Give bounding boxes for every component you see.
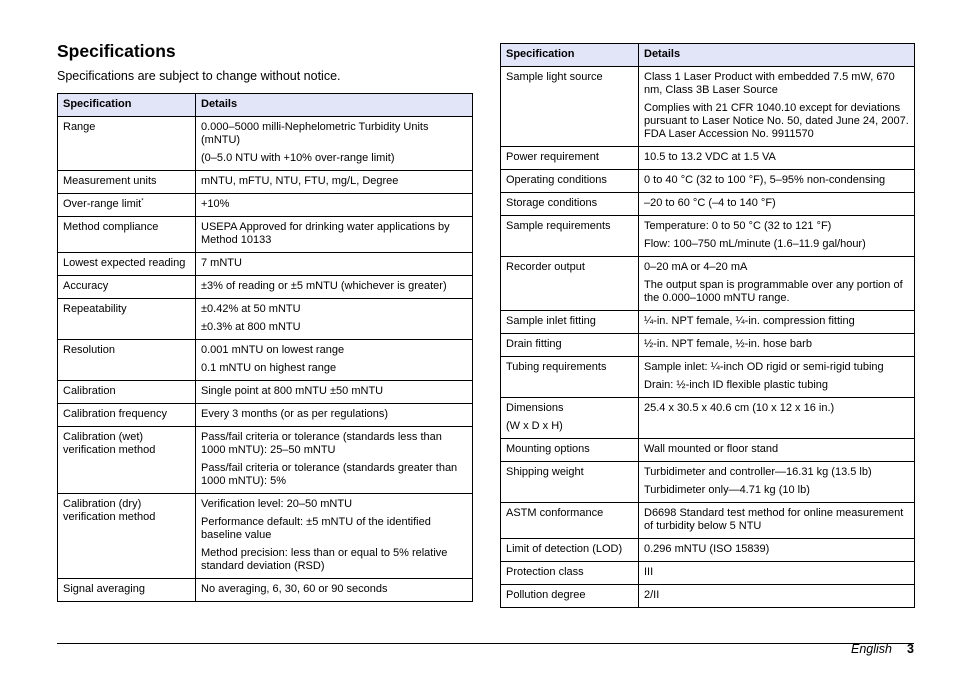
spec-detail-text: Flow: 100–750 mL/minute (1.6–11.9 gal/hour) bbox=[644, 238, 866, 250]
spec-detail-text: III bbox=[644, 566, 654, 578]
table-row bbox=[501, 334, 915, 357]
spec-details-cell bbox=[196, 427, 473, 494]
footnote-mark: * bbox=[141, 198, 144, 205]
spec-name-cell bbox=[58, 494, 196, 579]
intro-text: Specifications are subject to change without notice. bbox=[57, 69, 341, 83]
spec-name-cell bbox=[501, 257, 639, 311]
spec-name: Sample requirements bbox=[506, 220, 611, 232]
table-row bbox=[58, 340, 473, 381]
table-row bbox=[501, 257, 915, 311]
header-details: Details bbox=[639, 44, 915, 67]
spec-detail-text: 0.1 mNTU on highest range bbox=[201, 362, 337, 374]
table-row bbox=[501, 193, 915, 216]
spec-name-cell bbox=[501, 147, 639, 170]
spec-detail-text: USEPA Approved for drinking water applications by Method 10133 bbox=[201, 221, 450, 246]
header-specification: Specification bbox=[58, 94, 196, 117]
spec-detail-text: Turbidimeter only—4.71 kg (10 lb) bbox=[644, 484, 810, 496]
spec-name-cell bbox=[58, 427, 196, 494]
spec-detail-text: ±0.42% at 50 mNTU bbox=[201, 303, 301, 315]
spec-detail-text: 0.000–5000 milli-Nephelometric Turbidity Units (mNTU) bbox=[201, 121, 429, 146]
table-row bbox=[501, 147, 915, 170]
spec-name: Lowest expected reading bbox=[63, 257, 186, 269]
spec-details-cell bbox=[639, 357, 915, 398]
spec-name: Calibration bbox=[63, 385, 116, 397]
table-row bbox=[58, 171, 473, 194]
spec-name-cell bbox=[501, 67, 639, 147]
spec-detail-text: Single point at 800 mNTU ±50 mNTU bbox=[201, 385, 384, 397]
spec-name: Power requirement bbox=[506, 151, 599, 163]
spec-details-cell bbox=[196, 381, 473, 404]
spec-name-cell bbox=[58, 579, 196, 602]
spec-detail-text: ±3% of reading or ±5 mNTU (whichever is greater) bbox=[201, 280, 447, 292]
spec-details-cell bbox=[639, 585, 915, 608]
table-row bbox=[58, 217, 473, 253]
table-row bbox=[58, 276, 473, 299]
spec-name: Resolution bbox=[63, 344, 115, 356]
spec-detail-text: Performance default: ±5 mNTU of the identified baseline value bbox=[201, 516, 431, 541]
spec-name: Storage conditions bbox=[506, 197, 598, 209]
spec-details-cell bbox=[196, 194, 473, 217]
spec-name: Sample inlet fitting bbox=[506, 315, 596, 327]
spec-detail-text: 2/II bbox=[644, 589, 660, 601]
spec-detail-text: The output span is programmable over any portion of the 0.000–1000 mNTU range. bbox=[644, 279, 903, 304]
spec-name-cell bbox=[501, 439, 639, 462]
spec-name: ASTM conformance bbox=[506, 507, 604, 519]
spec-detail-text: Wall mounted or floor stand bbox=[644, 443, 779, 455]
spec-name-cell bbox=[58, 217, 196, 253]
spec-name-cell bbox=[58, 253, 196, 276]
spec-name-cell bbox=[501, 462, 639, 503]
spec-name: Limit of detection (LOD) bbox=[506, 543, 623, 555]
spec-name-cell bbox=[58, 276, 196, 299]
table-row bbox=[58, 194, 473, 217]
spec-details-cell bbox=[639, 462, 915, 503]
spec-name: Protection class bbox=[506, 566, 584, 578]
spec-details-cell bbox=[639, 147, 915, 170]
spec-details-cell bbox=[196, 340, 473, 381]
spec-details-cell bbox=[196, 579, 473, 602]
spec-name: Tubing requirements bbox=[506, 361, 607, 373]
spec-name-cell bbox=[501, 562, 639, 585]
right-table-body bbox=[501, 67, 915, 608]
spec-detail-text: Pass/fail criteria or tolerance (standards less than 1000 mNTU): 25–50 mNTU bbox=[201, 431, 442, 456]
table-row bbox=[501, 67, 915, 147]
spec-name: Calibration (dry) verification method bbox=[63, 498, 156, 523]
spec-name-cell bbox=[58, 381, 196, 404]
spec-detail-text: 25.4 x 30.5 x 40.6 cm (10 x 12 x 16 in.) bbox=[644, 402, 835, 414]
spec-detail-text: Pass/fail criteria or tolerance (standards greater than 1000 mNTU): 5% bbox=[201, 462, 458, 487]
table-row bbox=[501, 311, 915, 334]
spec-name: Repeatability bbox=[63, 303, 127, 315]
spec-detail-text: D6698 Standard test method for online measurement of turbidity below 5 NTU bbox=[644, 507, 904, 532]
spec-detail-text: (0–5.0 NTU with +10% over-range limit) bbox=[201, 152, 395, 164]
spec-detail-text: ½-in. NPT female, ½-in. hose barb bbox=[644, 338, 812, 350]
spec-details-cell bbox=[639, 539, 915, 562]
table-row bbox=[58, 253, 473, 276]
table-header-row bbox=[58, 94, 473, 117]
footer-language: English bbox=[851, 642, 892, 656]
specifications-table-left bbox=[57, 93, 473, 602]
spec-name-cell bbox=[58, 194, 196, 217]
spec-name-cell bbox=[501, 193, 639, 216]
spec-name-cell bbox=[501, 170, 639, 193]
spec-name: Signal averaging bbox=[63, 583, 145, 595]
spec-name-cell bbox=[58, 340, 196, 381]
spec-details-cell bbox=[196, 299, 473, 340]
header-details: Details bbox=[196, 94, 473, 117]
spec-name: Pollution degree bbox=[506, 589, 586, 601]
spec-details-cell bbox=[639, 311, 915, 334]
spec-details-cell bbox=[639, 257, 915, 311]
spec-detail-text: Every 3 months (or as per regulations) bbox=[201, 408, 389, 420]
spec-detail-text: Turbidimeter and controller—16.31 kg (13.5 lb) bbox=[644, 466, 872, 478]
spec-detail-text: Verification level: 20–50 mNTU bbox=[201, 498, 353, 510]
spec-name-cell bbox=[58, 117, 196, 171]
spec-details-cell bbox=[639, 398, 915, 439]
spec-name-cell bbox=[501, 585, 639, 608]
table-row bbox=[58, 579, 473, 602]
spec-details-cell bbox=[639, 170, 915, 193]
spec-details-cell bbox=[639, 562, 915, 585]
spec-details-cell bbox=[639, 216, 915, 257]
spec-detail-text: Temperature: 0 to 50 °C (32 to 121 °F) bbox=[644, 220, 832, 232]
spec-name: Drain fitting bbox=[506, 338, 562, 350]
footer-divider bbox=[57, 643, 914, 644]
spec-name-cell bbox=[501, 216, 639, 257]
spec-detail-text: ¼-in. NPT female, ¼-in. compression fitting bbox=[644, 315, 855, 327]
spec-detail-text: mNTU, mFTU, NTU, FTU, mg/L, Degree bbox=[201, 175, 399, 187]
table-header-row bbox=[501, 44, 915, 67]
spec-detail-text: Method precision: less than or equal to 5% relative standard deviation (RSD) bbox=[201, 547, 448, 572]
spec-name: Calibration frequency bbox=[63, 408, 167, 420]
spec-name: Sample light source bbox=[506, 71, 603, 83]
spec-name-cell bbox=[501, 357, 639, 398]
table-row bbox=[58, 299, 473, 340]
spec-name-extra: (W x D x H) bbox=[506, 420, 563, 432]
table-row bbox=[501, 170, 915, 193]
table-row bbox=[501, 398, 915, 439]
spec-detail-text: Sample inlet: ¼-inch OD rigid or semi-rigid tubing bbox=[644, 361, 884, 373]
spec-name: Calibration (wet) verification method bbox=[63, 431, 156, 456]
spec-name-cell bbox=[58, 299, 196, 340]
spec-details-cell bbox=[196, 253, 473, 276]
spec-name: Recorder output bbox=[506, 261, 585, 273]
spec-details-cell bbox=[639, 439, 915, 462]
spec-name: Accuracy bbox=[63, 280, 109, 292]
table-row bbox=[58, 494, 473, 579]
table-row bbox=[501, 503, 915, 539]
spec-detail-text: 0–20 mA or 4–20 mA bbox=[644, 261, 748, 273]
spec-name: Operating conditions bbox=[506, 174, 607, 186]
spec-details-cell bbox=[196, 276, 473, 299]
spec-name: Range bbox=[63, 121, 96, 133]
spec-name: Shipping weight bbox=[506, 466, 584, 478]
spec-detail-text: Complies with 21 CFR 1040.10 except for deviations pursuant to Laser Notice No. 50, dated June 24, 2007. FDA Laser Accession No. 9911570 bbox=[644, 102, 909, 140]
spec-details-cell bbox=[196, 117, 473, 171]
spec-details-cell bbox=[196, 494, 473, 579]
spec-name-cell bbox=[501, 503, 639, 539]
table-row bbox=[501, 357, 915, 398]
spec-details-cell bbox=[639, 67, 915, 147]
spec-name-cell bbox=[501, 539, 639, 562]
table-row bbox=[501, 562, 915, 585]
spec-name: Method compliance bbox=[63, 221, 159, 233]
spec-name-cell bbox=[58, 171, 196, 194]
spec-name: Over-range limit bbox=[63, 198, 142, 210]
spec-detail-text: 0.296 mNTU (ISO 15839) bbox=[644, 543, 770, 555]
spec-detail-text: +10% bbox=[201, 198, 230, 210]
table-row bbox=[501, 439, 915, 462]
spec-details-cell bbox=[639, 503, 915, 539]
table-row bbox=[58, 381, 473, 404]
spec-detail-text: 7 mNTU bbox=[201, 257, 242, 269]
spec-detail-text: Drain: ½-inch ID flexible plastic tubing bbox=[644, 379, 829, 391]
spec-details-cell bbox=[639, 193, 915, 216]
table-row bbox=[501, 462, 915, 503]
table-row bbox=[58, 404, 473, 427]
left-table-body bbox=[58, 117, 473, 602]
spec-name: Dimensions bbox=[506, 402, 564, 414]
spec-details-cell bbox=[196, 217, 473, 253]
spec-detail-text: Class 1 Laser Product with embedded 7.5 mW, 670 nm, Class 3B Laser Source bbox=[644, 71, 895, 96]
spec-detail-text: –20 to 60 °C (–4 to 140 °F) bbox=[644, 197, 776, 209]
spec-detail-text: 10.5 to 13.2 VDC at 1.5 VA bbox=[644, 151, 776, 163]
table-row bbox=[501, 539, 915, 562]
spec-detail-text: 0 to 40 °C (32 to 100 °F), 5–95% non-condensing bbox=[644, 174, 886, 186]
spec-name-cell bbox=[58, 404, 196, 427]
specifications-table-right bbox=[500, 43, 915, 608]
page-title: Specifications bbox=[57, 41, 176, 61]
spec-name: Mounting options bbox=[506, 443, 590, 455]
spec-name-cell bbox=[501, 398, 639, 439]
spec-details-cell bbox=[196, 171, 473, 194]
spec-details-cell bbox=[639, 334, 915, 357]
spec-name: Measurement units bbox=[63, 175, 157, 187]
table-row bbox=[501, 585, 915, 608]
spec-detail-text: 0.001 mNTU on lowest range bbox=[201, 344, 345, 356]
spec-detail-text: ±0.3% at 800 mNTU bbox=[201, 321, 301, 333]
spec-name-cell bbox=[501, 311, 639, 334]
page-number: 3 bbox=[907, 642, 914, 656]
table-row bbox=[58, 427, 473, 494]
spec-details-cell bbox=[196, 404, 473, 427]
table-row bbox=[58, 117, 473, 171]
spec-detail-text: No averaging, 6, 30, 60 or 90 seconds bbox=[201, 583, 388, 595]
spec-name-cell bbox=[501, 334, 639, 357]
table-row bbox=[501, 216, 915, 257]
header-specification: Specification bbox=[501, 44, 639, 67]
